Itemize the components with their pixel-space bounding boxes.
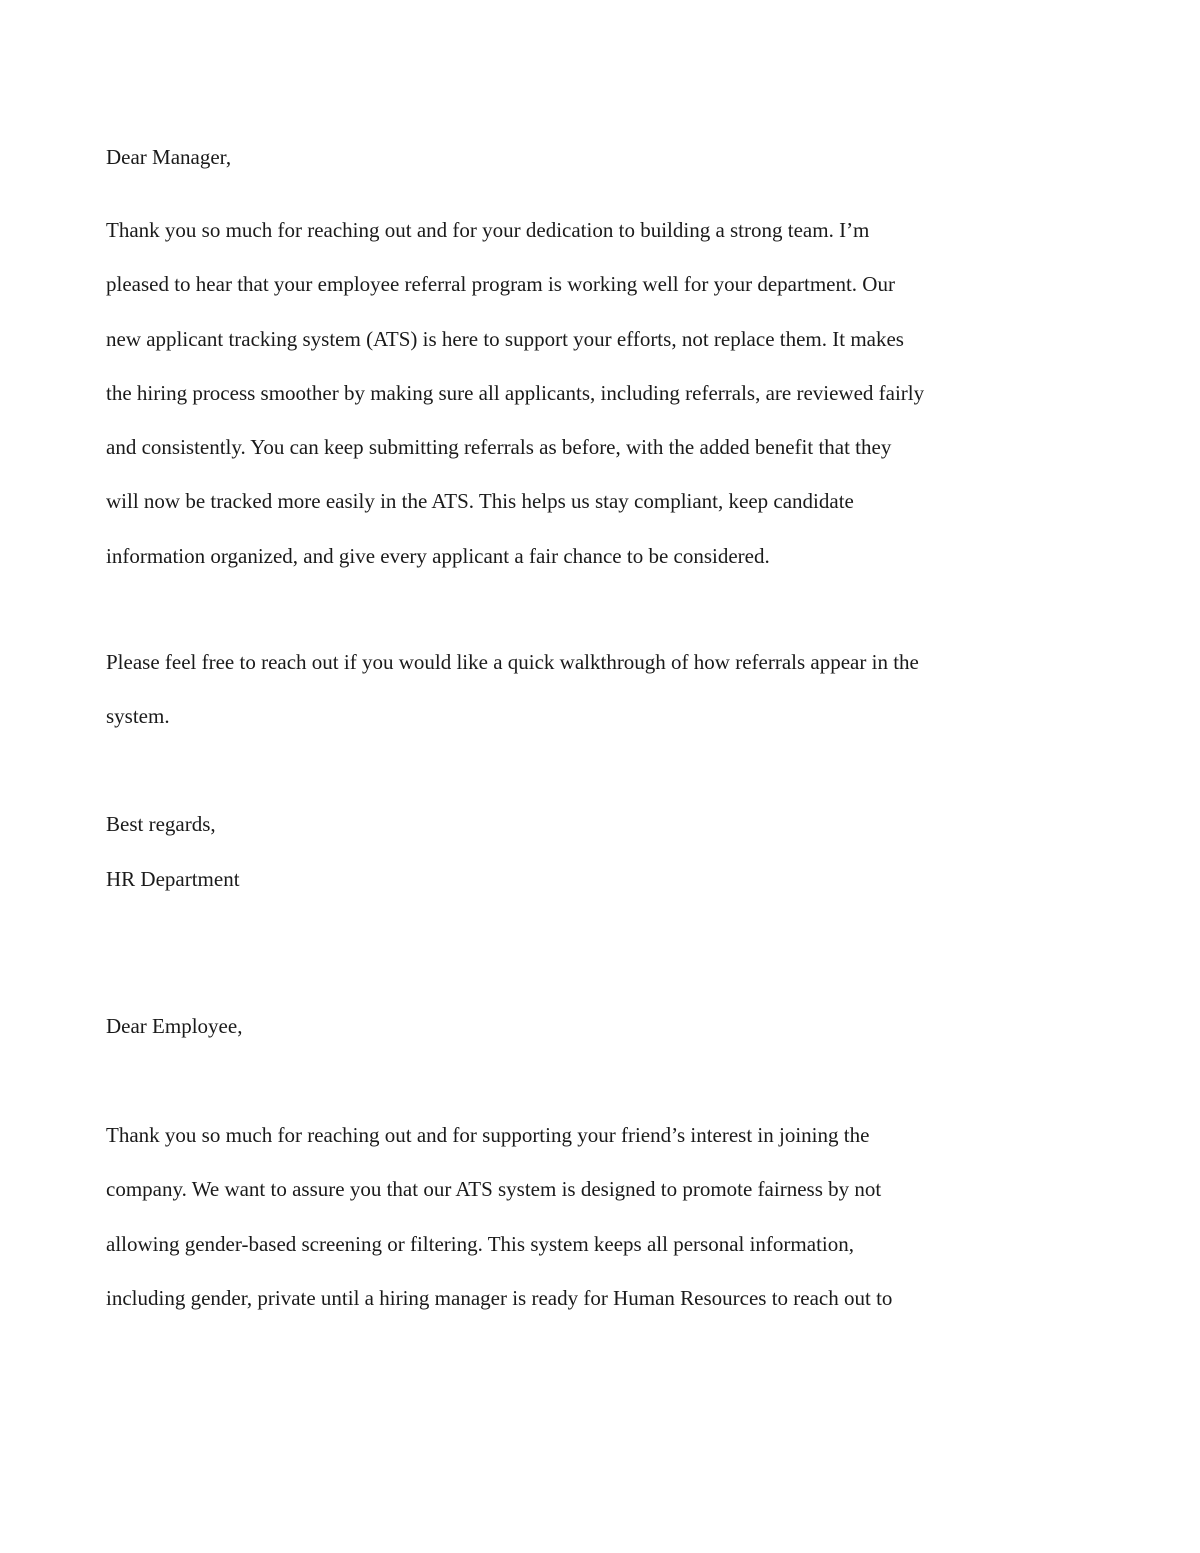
paragraph-line: system. [106,704,170,729]
letter1-paragraph2 [106,635,1066,744]
paragraph-line: the hiring process smoother by making sure all applicants, including referrals, are reviewed fairly [106,380,925,405]
letter1-salutation-block [106,130,1066,185]
letter1-closing: Best regards, [106,812,216,836]
letter1-paragraph1 [106,203,1066,583]
paragraph-line: Please feel free to reach out if you would like a quick walkthrough of how referrals appear in the [106,650,919,674]
letter2-salutation: Dear Employee, [106,1014,243,1038]
paragraph-line: and consistently. You can keep submitting referrals as before, with the added benefit that they [106,435,892,460]
paragraph-line: will now be tracked more easily in the ATS. This helps us stay compliant, keep candidate [106,489,854,514]
paragraph-line: allowing gender-based screening or filtering. This system keeps all personal information, [106,1231,854,1256]
letter1-signature: HR Department [106,867,240,891]
paragraph-line: information organized, and give every applicant a fair chance to be considered. [106,543,770,568]
paragraph-line: including gender, private until a hiring manager is ready for Human Resources to reach out to [106,1285,893,1310]
letter2-paragraph1 [106,1108,1066,1325]
paragraph-line: Thank you so much for reaching out and for supporting your friend’s interest in joining the [106,1123,870,1147]
letter1-signoff [106,797,1066,907]
paragraph-line: Thank you so much for reaching out and for your dedication to building a strong team. I’m [106,218,870,242]
paragraph-line: new applicant tracking system (ATS) is here to support your efforts, not replace them. It makes [106,326,904,351]
letter2-salutation-block [106,999,1066,1054]
paragraph-line: pleased to hear that your employee referral program is working well for your department. Our [106,272,895,297]
letter1-salutation: Dear Manager, [106,145,232,169]
paragraph-line: company. We want to assure you that our ATS system is designed to promote fairness by not [106,1177,882,1202]
